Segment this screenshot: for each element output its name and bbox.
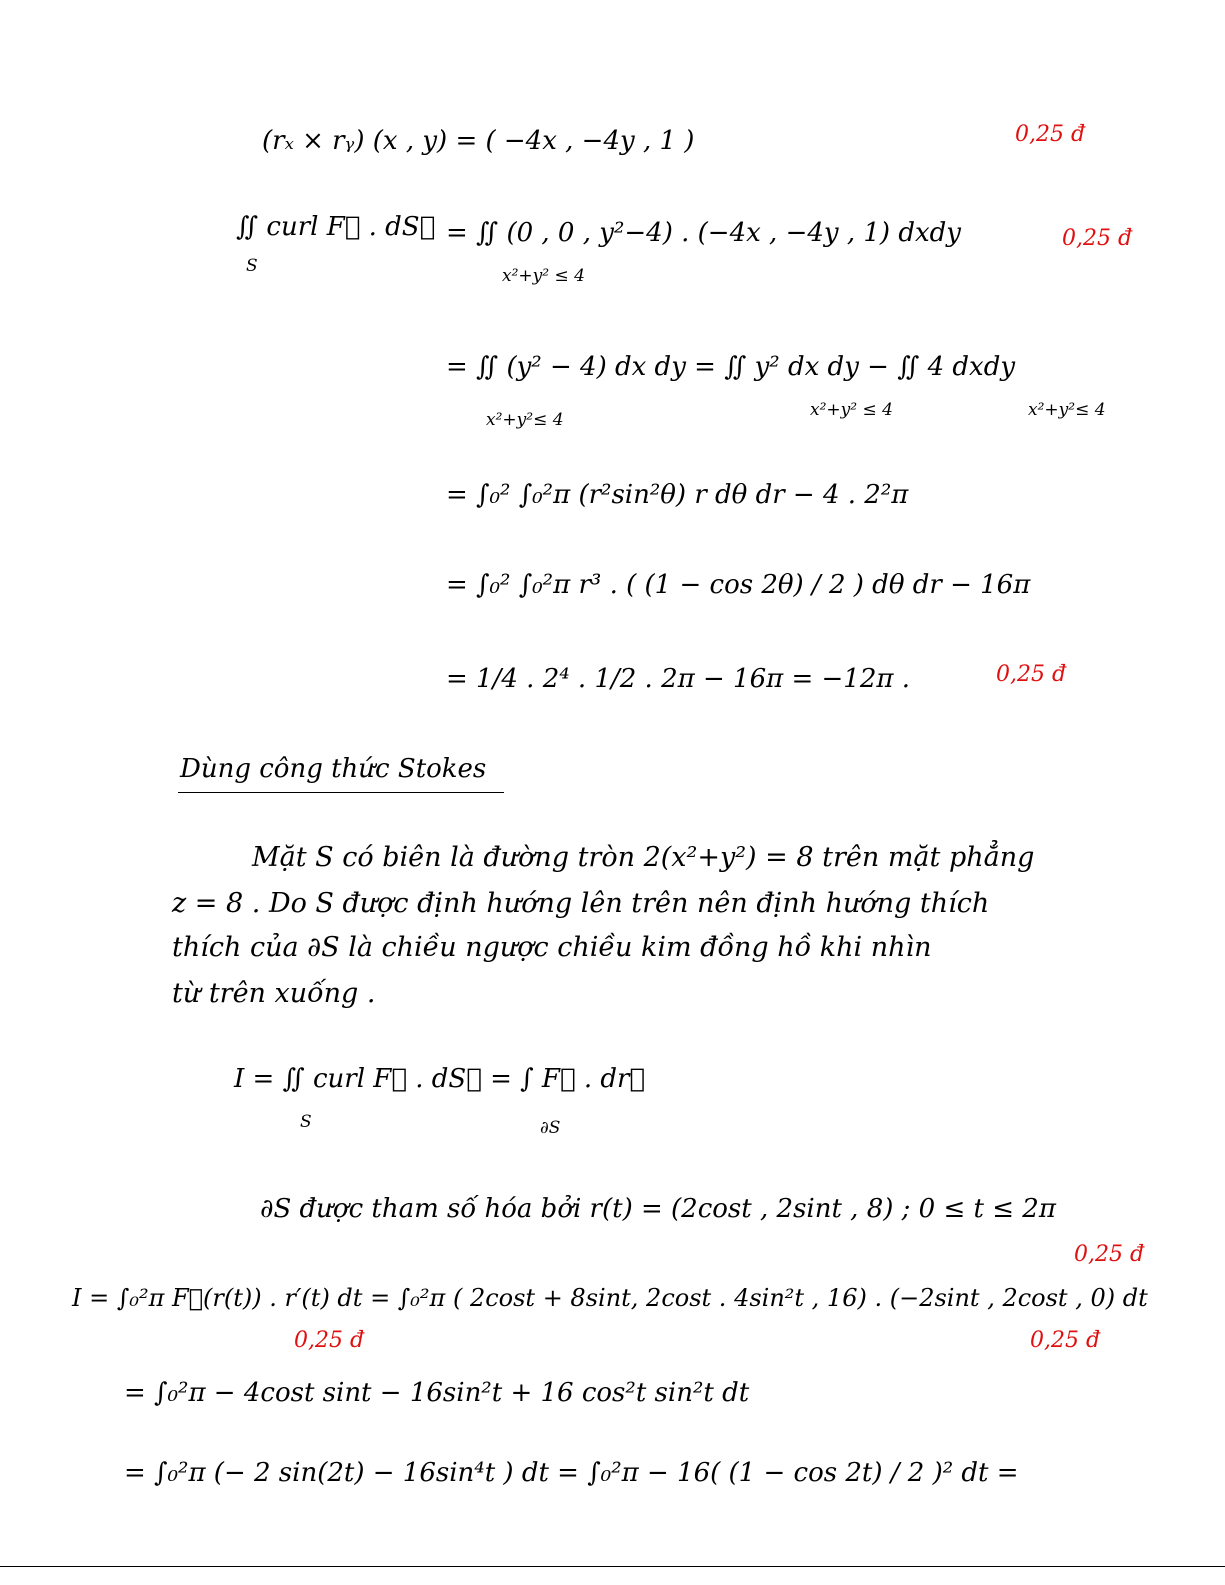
heading-underline xyxy=(178,792,504,793)
paragraph-line: từ trên xuống . xyxy=(172,978,376,1009)
paragraph-line: z = 8 . Do S được định hướng lên trên nên định hướng thích xyxy=(172,888,990,919)
math-subscript: x²+y²≤ 4 xyxy=(1028,400,1106,420)
math-line-cross-product: (rₓ × rᵧ) (x , y) = ( −4x , −4y , 1 ) xyxy=(262,126,695,156)
section-heading: Dùng công thức Stokes xyxy=(180,754,487,784)
math-subscript: x²+y² ≤ 4 xyxy=(810,400,893,420)
math-subscript: S xyxy=(246,256,258,276)
math-subscript: x²+y² ≤ 4 xyxy=(502,266,585,286)
grade-mark: 0,25 đ xyxy=(1015,122,1086,147)
grade-mark: 0,25 đ xyxy=(1030,1328,1101,1353)
math-subscript: ∂S xyxy=(540,1118,561,1138)
math-line-surface-integral-rhs: = ∬ (0 , 0 , y²−4) . (−4x , −4y , 1) dxdy xyxy=(446,218,961,248)
math-subscript: S xyxy=(300,1112,312,1132)
math-line-polar-half-angle: = ∫₀² ∫₀²ᴨ r³ . ( (1 − cos 2θ) / 2 ) dθ dr − 16π xyxy=(446,570,1031,600)
math-line-polar: = ∫₀² ∫₀²ᴨ (r²sin²θ) r dθ dr − 4 . 2²π xyxy=(446,480,909,510)
grade-mark: 0,25 đ xyxy=(294,1328,365,1353)
math-line-integrand: = ∫₀²ᴨ − 4cost sint − 16sin²t + 16 cos²t sin²t dt xyxy=(124,1378,750,1408)
math-line-parametrization: ∂S được tham số hóa bởi r(t) = (2cost , 2sint , 8) ; 0 ≤ t ≤ 2π xyxy=(260,1194,1056,1224)
math-line-line-integral: I = ∫₀²ᴨ F⃗(r(t)) . r′(t) dt = ∫₀²ᴨ ( 2cost + 8sint, 2cost . 4sin²t , 16) . (−2sint , 2cost , 0) dt xyxy=(72,1284,1148,1312)
paragraph-line: Mặt S có biên là đường tròn 2(x²+y²) = 8 trên mặt phẳng xyxy=(252,842,1035,873)
paragraph-line: thích của ∂S là chiều ngược chiều kim đồng hồ khi nhìn xyxy=(172,932,932,963)
grade-mark: 0,25 đ xyxy=(996,662,1067,687)
math-line-surface-integral-lhs: ∬ curl F⃗ . dS⃗ xyxy=(236,212,436,242)
math-line-result: = 1/4 . 2⁴ . 1/2 . 2π − 16π = −12π . xyxy=(446,664,911,694)
grade-mark: 0,25 đ xyxy=(1062,226,1133,251)
math-line-simplified: = ∫₀²ᴨ (− 2 sin(2t) − 16sin⁴t ) dt = ∫₀²ᴨ − 16( (1 − cos 2t) / 2 )² dt = xyxy=(124,1458,1019,1488)
math-line-stokes: I = ∬ curl F⃗ . dS⃗ = ∫ F⃗ . dr⃗ xyxy=(234,1064,646,1094)
math-subscript: x²+y²≤ 4 xyxy=(486,410,564,430)
grade-mark: 0,25 đ xyxy=(1074,1242,1145,1267)
page-bottom-rule xyxy=(0,1566,1225,1567)
math-line-split-integral: = ∬ (y² − 4) dx dy = ∬ y² dx dy − ∬ 4 dxdy xyxy=(446,352,1016,382)
